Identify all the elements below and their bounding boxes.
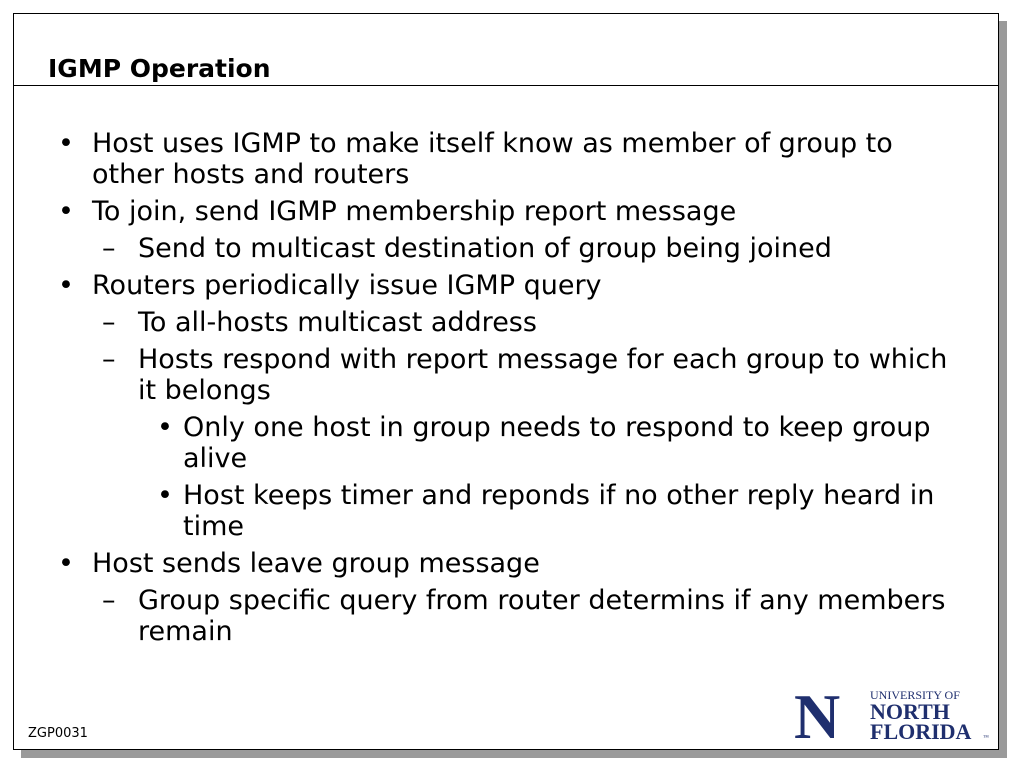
- sub-bullet-item: [0, 344, 1000, 406]
- sub-bullet-text: Group specific query from router determins if any members remain: [138, 585, 946, 647]
- bullet-marker: •: [58, 128, 74, 159]
- bullet-text: Host sends leave group message: [92, 548, 540, 579]
- bullet-marker: •: [157, 412, 173, 443]
- sub-sub-bullet-item: [0, 412, 1000, 474]
- sub-sub-bullet-text: Host keeps timer and reponds if no other reply heard in time: [183, 480, 935, 542]
- dash-marker: –: [102, 344, 116, 375]
- bullet-text: Routers periodically issue IGMP query: [92, 270, 602, 301]
- sub-bullet-text: Send to multicast destination of group being joined: [138, 233, 832, 264]
- dash-marker: –: [102, 233, 116, 264]
- bullet-marker: •: [58, 548, 74, 579]
- dash-marker: –: [102, 585, 116, 616]
- sub-sub-bullet-text: Only one host in group needs to respond to keep group alive: [183, 412, 931, 474]
- logo-letter: N: [794, 686, 841, 742]
- unf-logo: [792, 686, 992, 742]
- logo-line-florida: FLORIDA: [870, 719, 972, 742]
- slide-code: ZGP0031: [28, 726, 88, 741]
- bullet-item: [0, 196, 1000, 227]
- bullet-text: To join, send IGMP membership report message: [92, 196, 737, 227]
- bullet-marker: •: [157, 480, 173, 511]
- logo-line-university: UNIVERSITY OF: [870, 688, 960, 702]
- bullet-text: Host uses IGMP to make itself know as member of group to other hosts and routers: [92, 128, 893, 190]
- sub-bullet-item: [0, 307, 1000, 338]
- bullet-marker: •: [58, 270, 74, 301]
- sub-bullet-text: To all-hosts multicast address: [138, 307, 537, 338]
- bullet-marker: •: [58, 196, 74, 227]
- slide-title: IGMP Operation: [48, 54, 271, 83]
- sub-bullet-text: Hosts respond with report message for each group to which it belongs: [138, 344, 948, 406]
- logo-line-north: NORTH: [870, 699, 950, 724]
- sub-bullet-item: [0, 585, 1000, 647]
- logo-trademark: ™: [983, 735, 989, 741]
- sub-sub-bullet-item: [0, 480, 1000, 542]
- bullet-item: [0, 270, 1000, 301]
- bullet-item: [0, 548, 1000, 579]
- bullet-item: [0, 128, 1000, 190]
- bullet-list: [0, 128, 1000, 647]
- dash-marker: –: [102, 307, 116, 338]
- title-divider: [13, 85, 999, 86]
- sub-bullet-item: [0, 233, 1000, 264]
